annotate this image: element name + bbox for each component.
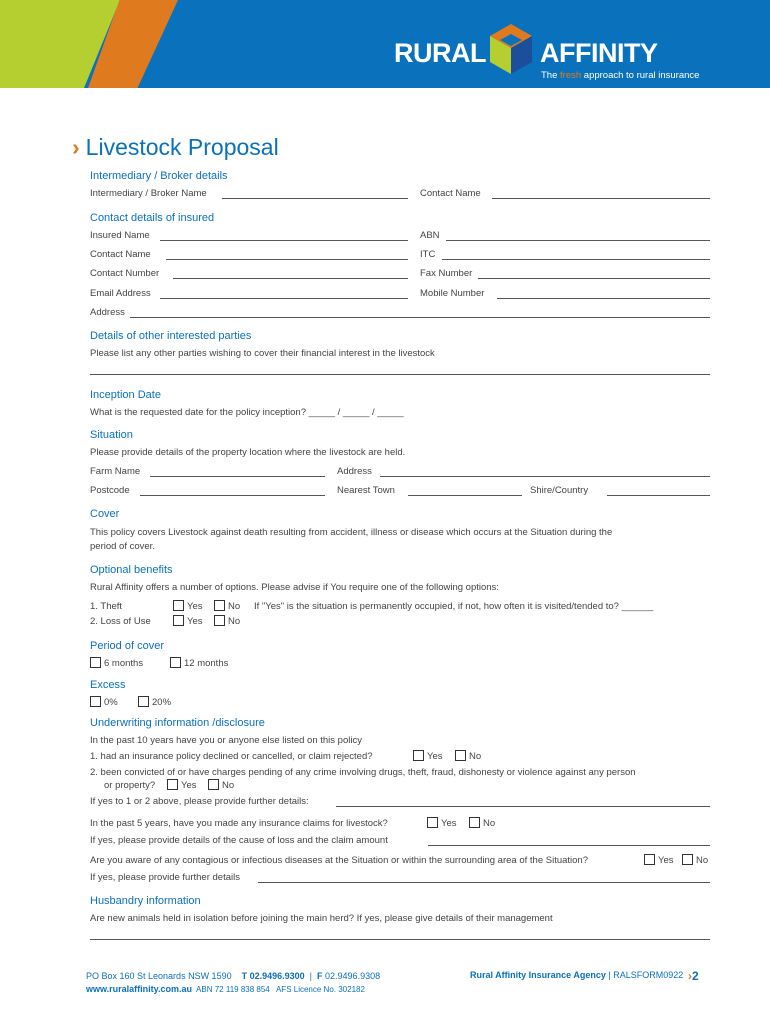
section-excess-heading: Excess (90, 679, 126, 691)
footer-phone: T 02.9496.9300 (241, 971, 305, 981)
q3-text: In the past 5 years, have you made any insurance claims for livestock? (90, 818, 388, 829)
postcode-label: Postcode (90, 485, 130, 496)
q3-no-checkbox[interactable]: No (469, 817, 495, 829)
footer-agency: Rural Affinity Insurance Agency | RALSFORM0922 (470, 970, 684, 980)
logo-rural: RURAL (394, 38, 486, 68)
footer-fax-label: F (317, 971, 323, 981)
parties-text: Please list any other parties wishing to cover their financial interest in the livestock (90, 348, 435, 359)
broker-contact-field[interactable] (492, 198, 710, 199)
abn-field[interactable] (446, 240, 710, 241)
situation-address-label: Address (337, 466, 372, 477)
q2-no-checkbox[interactable]: No (208, 779, 234, 791)
chevron-right-icon: › (72, 134, 80, 160)
theft-label: 1. Theft (90, 601, 123, 612)
excess-20-checkbox[interactable]: 20% (138, 696, 171, 708)
husbandry-field[interactable] (90, 939, 710, 940)
itc-field[interactable] (442, 259, 710, 260)
q3-yes-checkbox[interactable]: Yes (427, 817, 457, 829)
section-broker-heading: Intermediary / Broker details (90, 170, 228, 182)
contact-number-field[interactable] (173, 278, 408, 279)
q3-details-label: If yes, please provide details of the cause of loss and the claim amount (90, 835, 388, 846)
contact-number-label: Contact Number (90, 268, 160, 279)
contact-name-label: Contact Name (90, 249, 151, 260)
page-title: › Livestock Proposal (72, 134, 279, 160)
q1-yes-checkbox[interactable]: Yes (413, 750, 443, 762)
contact-name-field[interactable] (166, 259, 408, 260)
footer-website-link[interactable]: www.ruralaffinity.com.au (86, 984, 193, 994)
q2-text: 2. been convicted of or have charges pending of any crime involving drugs, theft, fraud, dishonesty or violence against any person (90, 767, 636, 778)
mobile-field[interactable] (497, 298, 710, 299)
section-period-heading: Period of cover (90, 640, 164, 652)
q4-details-field[interactable] (258, 882, 710, 883)
insured-name-label: Insured Name (90, 230, 150, 241)
section-optional-heading: Optional benefits (90, 564, 173, 576)
further-details-field[interactable] (336, 806, 710, 807)
footer-contact: PO Box 160 St Leonards NSW 1590 T 02.9496.9300 | F 02.9496.9308 (86, 971, 381, 981)
logo-tagline: The fresh approach to rural insurance (541, 70, 700, 81)
section-cover-heading: Cover (90, 508, 120, 520)
logo-cube-icon (486, 22, 536, 78)
cover-text-1: This policy covers Livestock against death resulting from accident, illness or disease which occurs at the Situation during the (90, 527, 613, 538)
q4-no-checkbox[interactable]: No (682, 854, 708, 866)
farm-name-field[interactable] (150, 476, 325, 477)
logo-affinity: AFFINITY (540, 38, 658, 68)
q2-text-cont: or property? (104, 780, 156, 791)
address-field[interactable] (130, 317, 710, 318)
section-insured-heading: Contact details of insured (90, 212, 215, 224)
q1-no-checkbox[interactable]: No (455, 750, 481, 762)
inception-text[interactable]: What is the requested date for the policy inception? _____ / _____ / _____ (90, 407, 404, 418)
page-header (0, 0, 770, 88)
broker-name-field[interactable] (222, 198, 408, 199)
husbandry-text: Are new animals held in isolation before joining the main herd? If yes, please give details of their management (90, 913, 553, 924)
insured-name-field[interactable] (160, 240, 408, 241)
q4-details-label: If yes, please provide further details (90, 872, 240, 883)
excess-0-checkbox[interactable]: 0% (90, 696, 118, 708)
q2-yes-checkbox[interactable]: Yes (167, 779, 197, 791)
period-12-months-checkbox[interactable]: 12 months (170, 657, 228, 669)
q1-text: 1. had an insurance policy declined or cancelled, or claim rejected? (90, 751, 373, 762)
nearest-town-label: Nearest Town (337, 485, 395, 496)
chevron-right-icon: › (688, 969, 692, 983)
q4-text: Are you aware of any contagious or infectious diseases at the Situation or within the surrounding area of the Situation? (90, 855, 588, 866)
footer-form-code: RALSFORM0922 (613, 970, 684, 980)
loss-label: 2. Loss of Use (90, 616, 151, 627)
optional-text: Rural Affinity offers a number of options. Please advise if You require one of the following options: (90, 582, 499, 593)
address-label: Address (90, 307, 125, 318)
postcode-field[interactable] (140, 495, 325, 496)
section-underwriting-heading: Underwriting information /disclosure (90, 717, 265, 729)
period-6-months-checkbox[interactable]: 6 months (90, 657, 143, 669)
section-husbandry-heading: Husbandry information (90, 895, 201, 907)
cover-text-2: period of cover. (90, 541, 155, 552)
footer-abn: ABN 72 119 838 854 (196, 985, 270, 994)
fax-label: Fax Number (420, 268, 473, 279)
email-field[interactable] (160, 298, 408, 299)
theft-yes-checkbox[interactable]: Yes (173, 600, 203, 612)
broker-name-label: Intermediary / Broker Name (90, 188, 207, 199)
mobile-label: Mobile Number (420, 288, 485, 299)
section-parties-heading: Details of other interested parties (90, 330, 252, 342)
loss-no-checkbox[interactable]: No (214, 615, 240, 627)
shire-label: Shire/Country (530, 485, 589, 496)
section-inception-heading: Inception Date (90, 389, 161, 401)
theft-question[interactable]: If "Yes" is the situation is permanently occupied, if not, how often it is visited/tended to? ______ (254, 601, 654, 612)
itc-label: ITC (420, 249, 436, 260)
further-details-label: If yes to 1 or 2 above, please provide further details: (90, 796, 309, 807)
abn-label: ABN (420, 230, 440, 241)
situation-address-field[interactable] (380, 476, 710, 477)
fax-field[interactable] (478, 278, 710, 279)
parties-field[interactable] (90, 374, 710, 375)
underwriting-intro: In the past 10 years have you or anyone else listed on this policy (90, 735, 362, 746)
shire-field[interactable] (607, 495, 710, 496)
section-situation-heading: Situation (90, 429, 133, 441)
footer-fax: 02.9496.9308 (325, 971, 381, 981)
footer-agency-name: Rural Affinity Insurance Agency (470, 970, 606, 980)
farm-name-label: Farm Name (90, 466, 141, 477)
nearest-town-field[interactable] (408, 495, 522, 496)
loss-yes-checkbox[interactable]: Yes (173, 615, 203, 627)
footer-po-box: PO Box 160 St Leonards NSW 1590 (86, 971, 232, 981)
page-number: ›2 (688, 969, 699, 983)
footer-afs: AFS Licence No. 302182 (275, 985, 365, 994)
footer-legal (86, 984, 365, 994)
broker-contact-label: Contact Name (420, 188, 481, 199)
q3-details-field[interactable] (428, 845, 710, 846)
q4-yes-checkbox[interactable]: Yes (644, 854, 674, 866)
theft-no-checkbox[interactable]: No (214, 600, 240, 612)
email-label: Email Address (90, 288, 151, 299)
situation-text: Please provide details of the property location where the livestock are held. (90, 447, 406, 458)
